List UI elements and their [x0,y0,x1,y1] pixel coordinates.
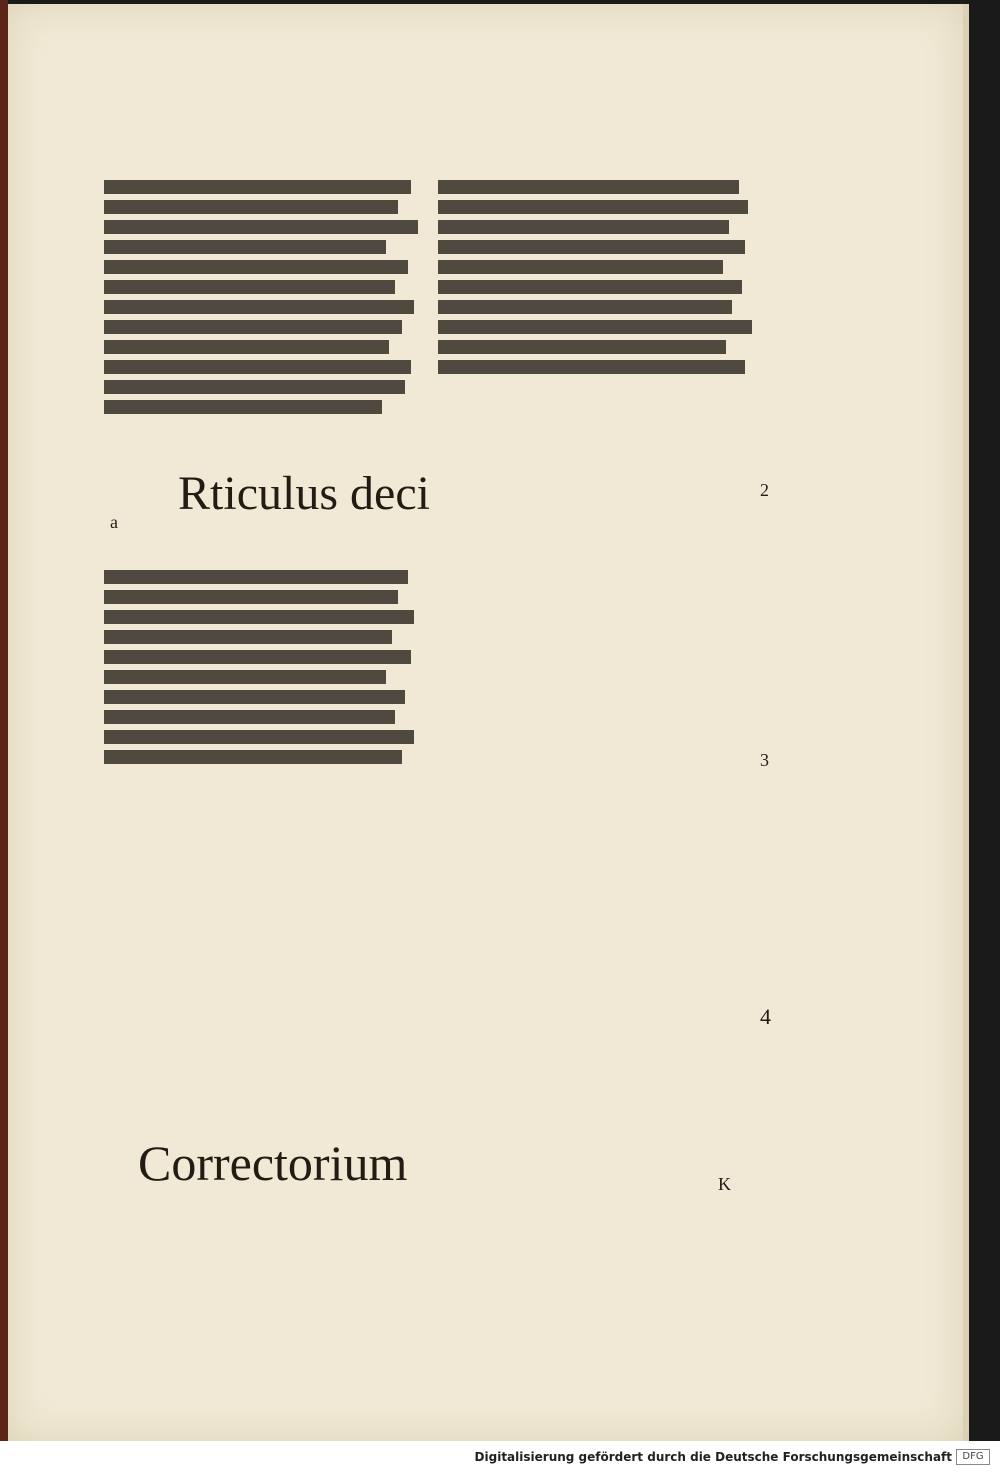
book-leaf [8,4,969,1441]
left-column-continued [104,564,424,770]
text-line [104,320,402,334]
text-line [104,380,405,394]
signature-mark: K [718,1174,731,1194]
text-line [438,260,723,274]
text-line [104,630,392,644]
text-line [104,650,411,664]
text-line [438,200,748,214]
text-line [104,730,414,744]
text-line [104,670,386,684]
footer-bar [0,1441,1000,1475]
text-line [104,590,398,604]
running-footer-heading: Correctorium [138,1135,408,1191]
text-line [104,200,398,214]
marginal-number-3: 3 [760,750,769,770]
text-line [104,690,405,704]
right-column [438,174,758,380]
text-line [104,240,386,254]
text-line [104,220,418,234]
dfg-logo: DFG [956,1449,990,1465]
text-line [438,280,742,294]
text-line [104,610,414,624]
text-line [104,180,411,194]
text-line [104,340,389,354]
text-line [438,240,745,254]
text-line [104,280,395,294]
marginal-number-4: 4 [760,1004,771,1029]
marginal-letter-a: a [110,512,118,532]
funding-credit: Digitalisierung gefördert durch die Deutsche Forschungsgemeinschaft [474,1450,952,1464]
binding-edge [0,0,8,1445]
text-line [104,400,382,414]
marginal-number-2: 2 [760,480,769,500]
text-line [104,570,408,584]
left-column [104,174,424,420]
article-heading: Rticulus deci [178,467,430,520]
text-line [438,340,726,354]
text-line [438,300,732,314]
text-line [104,710,395,724]
text-line [104,750,402,764]
text-line [104,360,411,374]
text-line [438,320,752,334]
text-line [438,180,739,194]
text-line [104,300,414,314]
text-line [438,220,729,234]
text-line [104,260,408,274]
text-line [438,360,745,374]
